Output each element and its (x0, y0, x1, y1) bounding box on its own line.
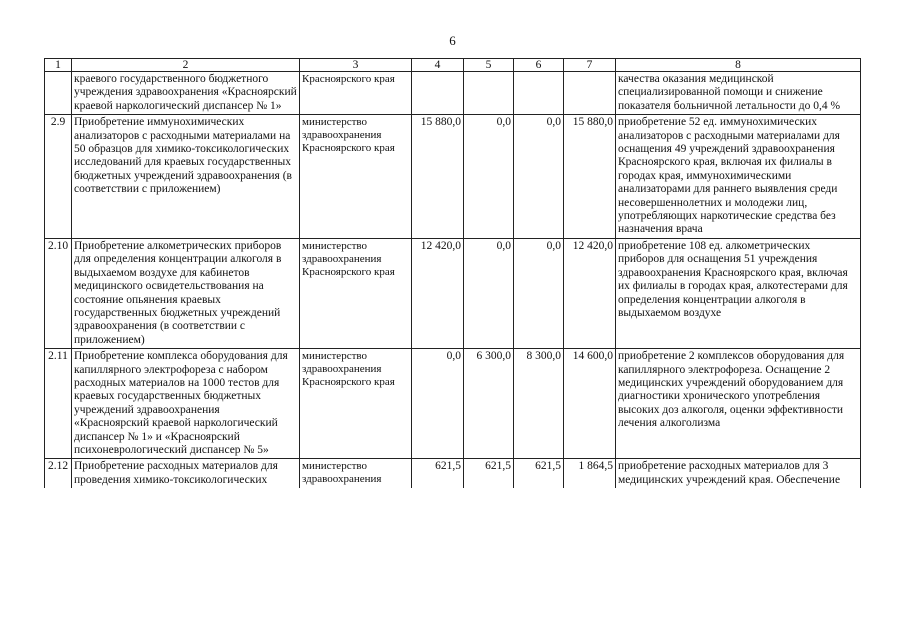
measure-name: Приобретение иммунохимических анализаторов с расходными материалами на 50 образцов для химико-токсикологических исследований для краевых государственных бюджетных учреждений здравоохранения (в соответствии с приложением) (72, 115, 300, 239)
column-header-8: 8 (616, 59, 861, 72)
executor: министерство здравоохранения (300, 459, 412, 488)
measure-name: Приобретение расходных материалов для проведения химико-токсикологических (72, 459, 300, 488)
row-number: 2.12 (45, 459, 72, 488)
expected-result: приобретение 52 ед. иммунохимических анализаторов с расходными материалами для оснащения 49 учреждений здравоохранения Красноярского края, включая их филиалы в городах края, иммунохимическими анализаторами для раннего выявления среди несовершеннолетних и молодежи лиц, употребляющих наркотические средства без назначения врача (616, 115, 861, 239)
value-col-6: 0,0 (514, 238, 564, 348)
expected-result: приобретение 108 ед. алкометрических приборов для оснащения 51 учреждения здравоохранения Красноярского края, включая их филиалы в городах края, алкотестерами для определения концентрации алкоголя в выдыхаемом воздухе (616, 238, 861, 348)
value-col-4 (412, 72, 464, 115)
value-col-6: 0,0 (514, 115, 564, 239)
value-col-6: 621,5 (514, 459, 564, 488)
table-row (45, 349, 861, 459)
value-col-7: 15 880,0 (564, 115, 616, 239)
column-number-row (45, 59, 861, 72)
expected-result: приобретение расходных материалов для 3 медицинских учреждений края. Обеспечение (616, 459, 861, 488)
value-col-7: 1 864,5 (564, 459, 616, 488)
value-col-5: 621,5 (464, 459, 514, 488)
program-measures-table (44, 58, 861, 488)
value-col-5: 0,0 (464, 115, 514, 239)
executor: министерство здравоохранения Красноярского края (300, 115, 412, 239)
value-col-4: 0,0 (412, 349, 464, 459)
value-col-5: 0,0 (464, 238, 514, 348)
column-header-6: 6 (514, 59, 564, 72)
measure-name: Приобретение комплекса оборудования для капиллярного электрофореза с набором расходных материалов на 1000 тестов для краевых государственных бюджетных учреждений здравоохранения «Красноярский краевой наркологический диспансер № 1» и «Красноярский психоневрологический диспансер № 5» (72, 349, 300, 459)
executor: министерство здравоохранения Красноярского края (300, 349, 412, 459)
value-col-4: 12 420,0 (412, 238, 464, 348)
table-row (45, 238, 861, 348)
measure-name: краевого государственного бюджетного учреждения здравоохранения «Красноярский краевой наркологический диспансер № 1» (72, 72, 300, 115)
value-col-7: 14 600,0 (564, 349, 616, 459)
value-col-7: 12 420,0 (564, 238, 616, 348)
column-header-4: 4 (412, 59, 464, 72)
expected-result: приобретение 2 комплексов оборудования для капиллярного электрофореза. Оснащение 2 медицинских учреждений оборудованием для диагностики хронического употребления высоких доз алкоголя, оценки эффективности лечения алкоголизма (616, 349, 861, 459)
value-col-6 (514, 72, 564, 115)
value-col-7 (564, 72, 616, 115)
column-header-1: 1 (45, 59, 72, 72)
expected-result: качества оказания медицинской специализированной помощи и снижение показателя больничной летальности до 0,4 % (616, 72, 861, 115)
column-header-7: 7 (564, 59, 616, 72)
table-row (45, 459, 861, 488)
page-number: 6 (449, 33, 456, 48)
column-header-5: 5 (464, 59, 514, 72)
row-number (45, 72, 72, 115)
row-number: 2.11 (45, 349, 72, 459)
measure-name: Приобретение алкометрических приборов для определения концентрации алкоголя в выдыхаемом воздухе для кабинетов медицинского освидетельствования на состояние опьянения краевых государственных бюджетных учреждений здравоохранения (в соответствии с приложением) (72, 238, 300, 348)
value-col-6: 8 300,0 (514, 349, 564, 459)
row-number: 2.10 (45, 238, 72, 348)
executor: Красноярского края (300, 72, 412, 115)
column-header-3: 3 (300, 59, 412, 72)
value-col-5 (464, 72, 514, 115)
row-number: 2.9 (45, 115, 72, 239)
executor: министерство здравоохранения Красноярского края (300, 238, 412, 348)
value-col-4: 15 880,0 (412, 115, 464, 239)
value-col-4: 621,5 (412, 459, 464, 488)
value-col-5: 6 300,0 (464, 349, 514, 459)
table-row (45, 72, 861, 115)
column-header-2: 2 (72, 59, 300, 72)
table-row (45, 115, 861, 239)
